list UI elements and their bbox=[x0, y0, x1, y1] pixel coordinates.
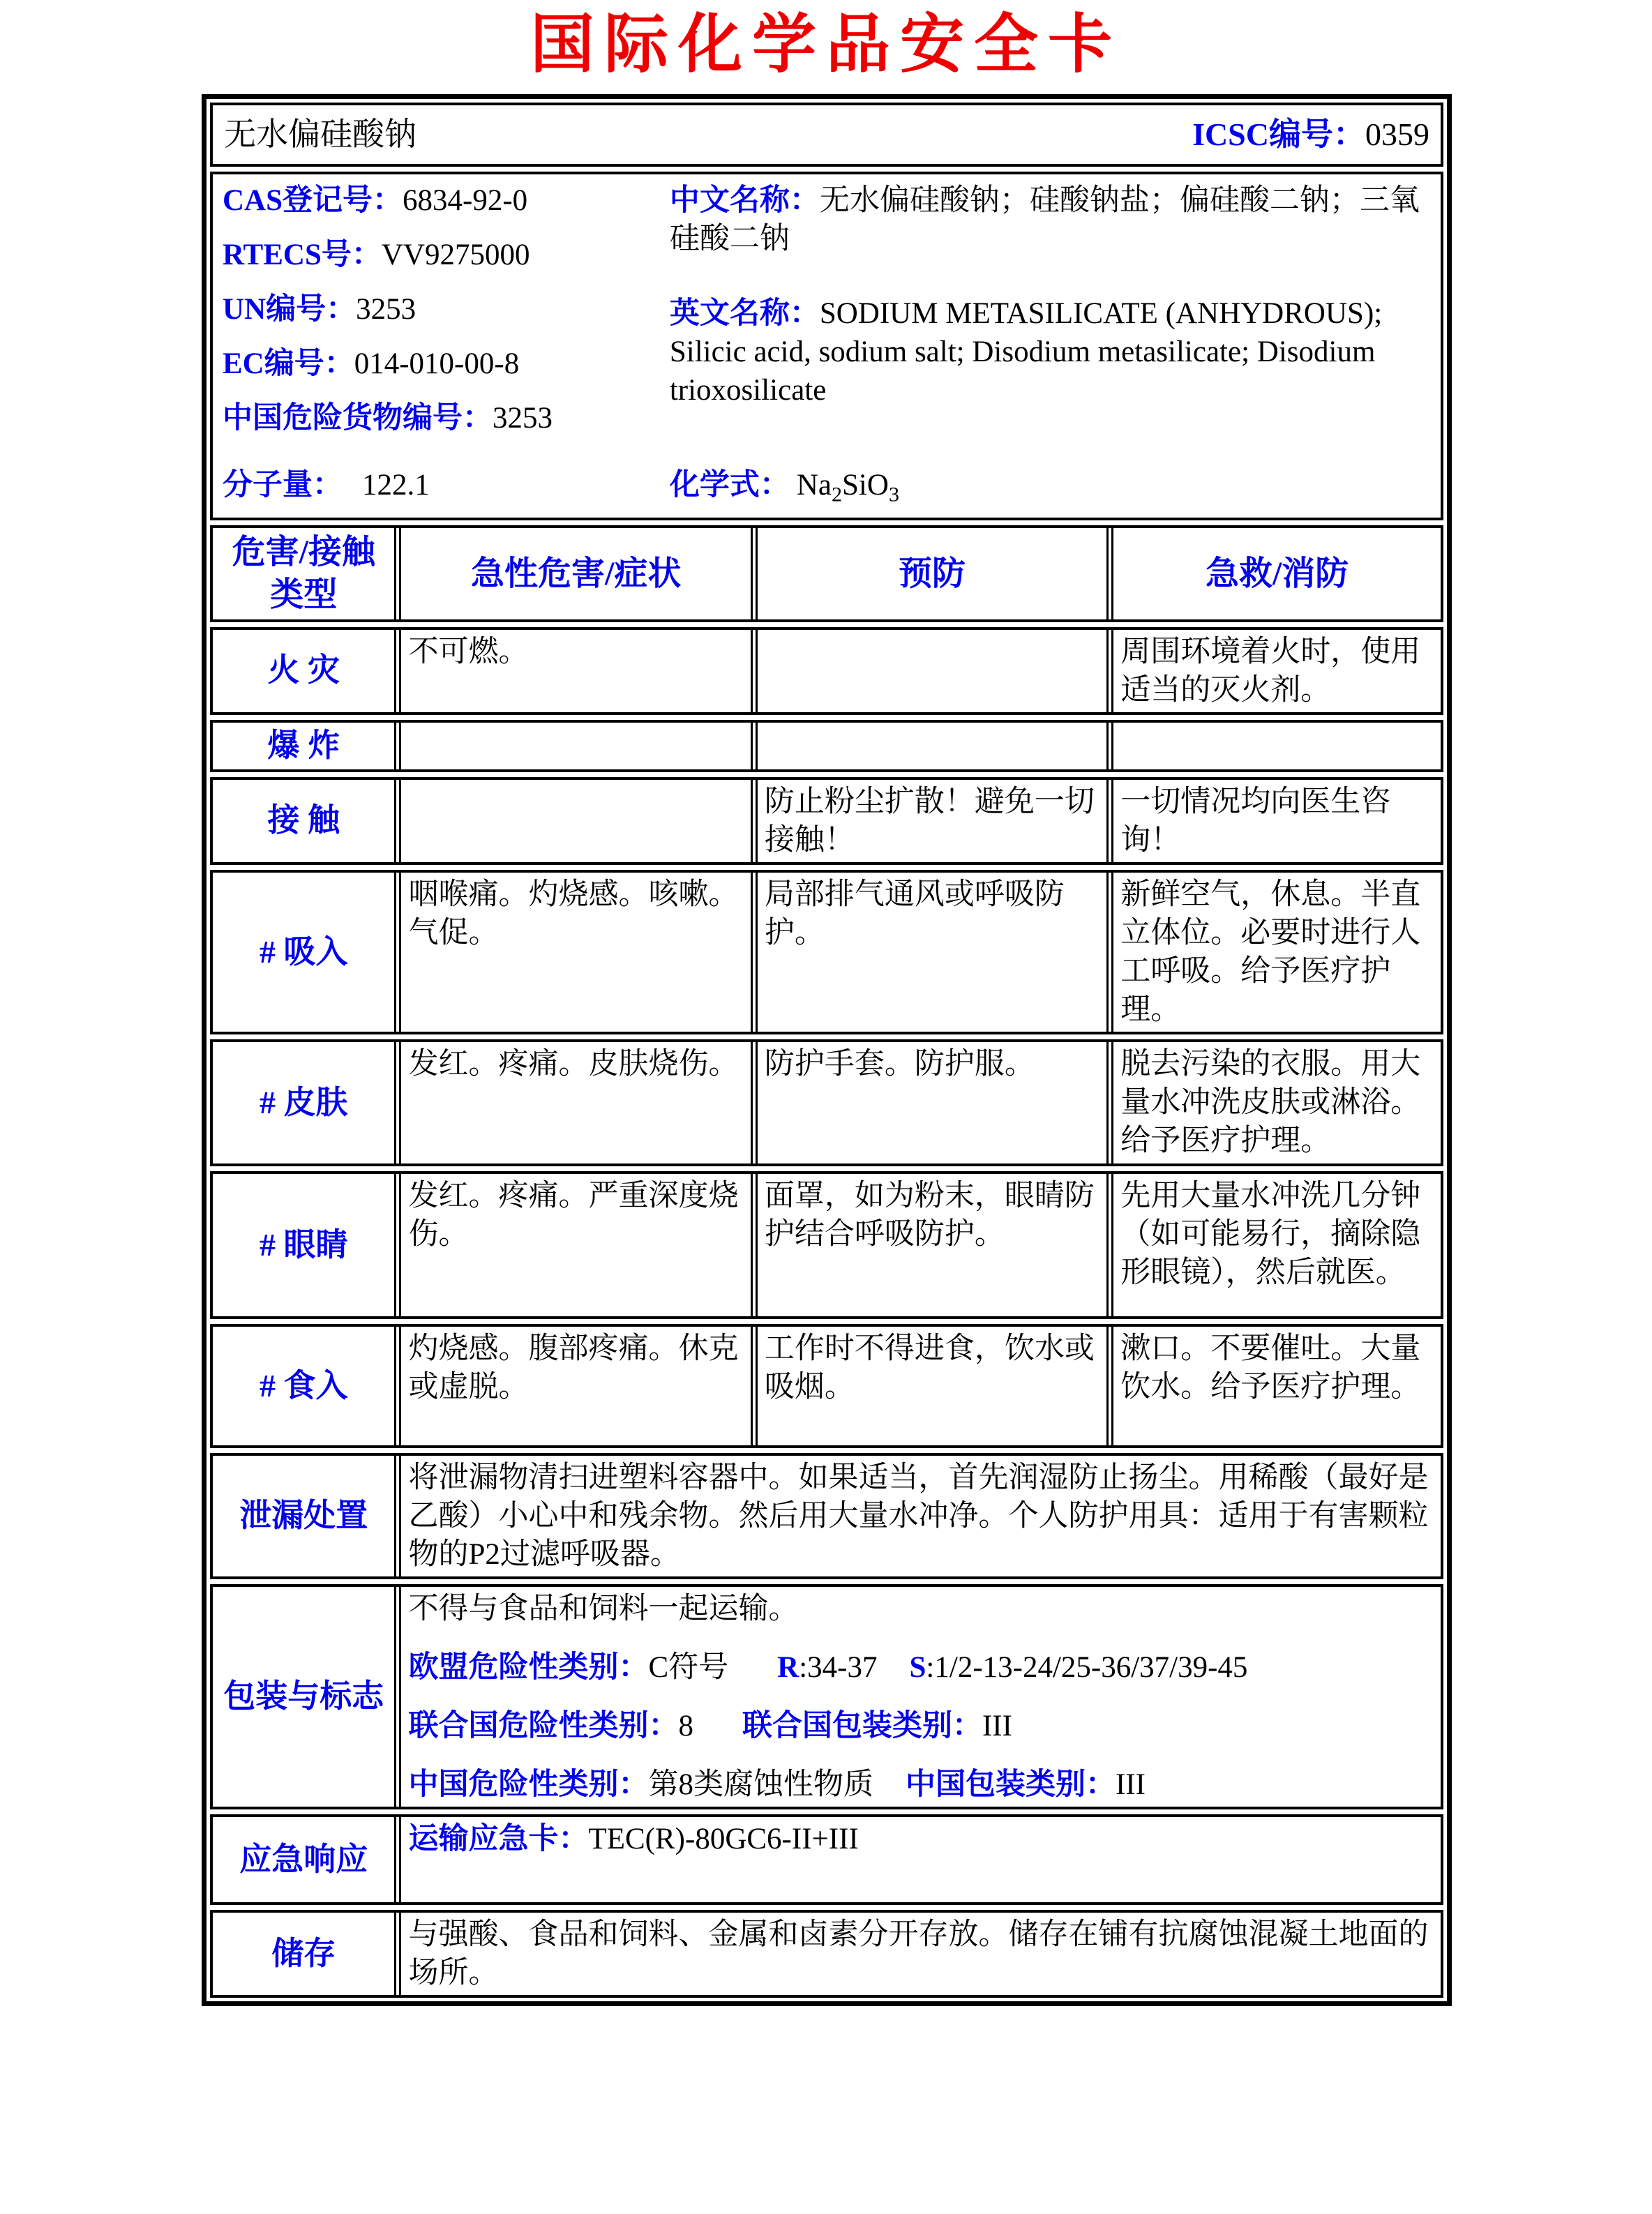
row-skin-label: # 皮肤 bbox=[259, 1084, 348, 1120]
rtecs-label: RTECS号： bbox=[223, 239, 382, 272]
header-hazard-type-text: 危害/接触 类型 bbox=[232, 534, 375, 614]
icsc-number-label: ICSC编号： bbox=[1192, 116, 1365, 152]
ec-value: 014-010-00-8 bbox=[354, 347, 520, 381]
row-explosion-label: 爆 炸 bbox=[267, 727, 340, 763]
row-skin-prevention: 防护手套。防护服。 bbox=[751, 1042, 1106, 1164]
header-symptoms: 急性危害/症状 bbox=[394, 528, 750, 619]
row-ingestion-label: # 食入 bbox=[259, 1367, 348, 1403]
chinese-name-block bbox=[670, 181, 1431, 258]
row-skin bbox=[210, 1039, 1443, 1166]
row-exposure bbox=[210, 777, 1443, 865]
english-name-block bbox=[670, 294, 1431, 409]
row-eyes-symptoms: 发红。疼痛。严重深度烧伤。 bbox=[394, 1174, 750, 1316]
row-ingestion-prevention: 工作时不得进食，饮水或吸烟。 bbox=[751, 1327, 1106, 1445]
packaging-transport-note: 不得与食品和饲料一起运输。 bbox=[408, 1592, 799, 1626]
header-firstaid: 急救/消防 bbox=[1106, 528, 1441, 619]
row-explosion-firstaid bbox=[1106, 723, 1441, 769]
row-exposure-firstaid: 一切情况均向医生咨询！ bbox=[1106, 780, 1441, 862]
molecular-weight-label: 分子量： bbox=[223, 468, 343, 502]
un-number bbox=[223, 290, 670, 329]
row-ingestion-firstaid: 漱口。不要催吐。大量饮水。给予医疗护理。 bbox=[1106, 1327, 1441, 1445]
row-inhalation-symptoms: 咽喉痛。灼烧感。咳嗽。气促。 bbox=[394, 873, 750, 1032]
row-emergency-content bbox=[394, 1817, 1441, 1902]
row-spillage-label: 泄漏处置 bbox=[239, 1498, 368, 1534]
un-value: 3253 bbox=[356, 293, 416, 326]
molecular-row bbox=[223, 466, 1431, 508]
row-skin-symptoms: 发红。疼痛。皮肤烧伤。 bbox=[394, 1042, 750, 1164]
row-ingestion-symptoms: 灼烧感。腹部疼痛。休克或虚脱。 bbox=[394, 1327, 750, 1445]
rtecs-number bbox=[223, 236, 670, 274]
row-skin-firstaid: 脱去污染的衣服。用大量水冲洗皮肤或淋浴。给予医疗护理。 bbox=[1106, 1042, 1441, 1164]
row-eyes-prevention: 面罩，如为粉末，眼睛防护结合呼吸防护。 bbox=[751, 1174, 1106, 1316]
formula-part: SiO bbox=[842, 468, 889, 502]
china-dg-label: 中国危险货物编号： bbox=[223, 402, 493, 435]
chemical-formula-value bbox=[796, 468, 899, 506]
row-fire-label: 火 灾 bbox=[267, 652, 340, 688]
hazard-table-header bbox=[210, 525, 1443, 622]
cn-pack-label: 中国包装类别： bbox=[905, 1768, 1116, 1802]
cas-number bbox=[223, 181, 670, 220]
row-explosion bbox=[210, 720, 1443, 772]
row-emergency-label: 应急响应 bbox=[239, 1841, 368, 1877]
china-dg-number bbox=[223, 399, 670, 437]
row-fire bbox=[210, 627, 1443, 715]
row-eyes-label: # 眼睛 bbox=[259, 1226, 348, 1263]
un-label: UN编号： bbox=[223, 293, 356, 326]
row-packaging-content bbox=[394, 1587, 1441, 1807]
registry-numbers bbox=[223, 181, 670, 466]
china-dg-value: 3253 bbox=[493, 402, 553, 435]
row-explosion-symptoms bbox=[394, 723, 750, 769]
un-pack-value: III bbox=[982, 1710, 1012, 1743]
packaging-un-class bbox=[408, 1707, 1434, 1745]
cn-pack-value: III bbox=[1115, 1768, 1146, 1802]
row-storage bbox=[210, 1910, 1443, 1998]
eu-class-value: C符号 bbox=[648, 1651, 729, 1685]
row-packaging-label: 包装与标志 bbox=[223, 1678, 384, 1715]
name-header-section bbox=[210, 103, 1443, 167]
icsc-number bbox=[1192, 114, 1429, 156]
icsc-number-value: 0359 bbox=[1365, 116, 1429, 152]
cas-label: CAS登记号： bbox=[223, 184, 403, 217]
cas-value: 6834-92-0 bbox=[403, 184, 528, 217]
identification-grid bbox=[223, 181, 1431, 466]
transport-card-value: TEC(R)-80GC6-II+III bbox=[588, 1823, 859, 1856]
formula-part: Na bbox=[796, 468, 832, 502]
row-fire-firstaid: 周围环境着火时，使用适当的灭火剂。 bbox=[1106, 630, 1441, 712]
packaging-cn-class bbox=[408, 1765, 1434, 1804]
page-title: 国际化学品安全卡 bbox=[530, 9, 1122, 80]
un-class-label: 联合国危险性类别： bbox=[408, 1710, 679, 1743]
header-hazard-type bbox=[213, 528, 394, 619]
molecular-weight bbox=[223, 466, 670, 508]
ec-number bbox=[223, 345, 670, 383]
row-inhalation-label: # 吸入 bbox=[259, 933, 348, 970]
row-storage-label: 储存 bbox=[271, 1935, 336, 1971]
r-phrase-value: :34-37 bbox=[799, 1651, 878, 1685]
chemical-formula bbox=[670, 466, 1431, 508]
row-emergency bbox=[210, 1814, 1443, 1905]
packaging-eu-class bbox=[408, 1648, 1434, 1687]
row-storage-text: 与强酸、食品和饲料、金属和卤素分开存放。储存在铺有抗腐蚀混凝土地面的场所。 bbox=[394, 1913, 1441, 1995]
cn-class-label: 中国危险性类别： bbox=[408, 1768, 649, 1802]
rtecs-value: VV9275000 bbox=[381, 239, 530, 272]
row-eyes-firstaid: 先用大量水冲洗几分钟（如可能易行，摘除隐形眼镜），然后就医。 bbox=[1106, 1174, 1441, 1316]
row-spillage-text: 将泄漏物清扫进塑料容器中。如果适当，首先润湿防止扬尘。用稀酸（最好是乙酸）小心中和残余物。然后用大量水冲净。个人防护用具：适用于有害颗粒物的P2过滤呼吸器。 bbox=[394, 1456, 1441, 1576]
row-exposure-label: 接 触 bbox=[267, 802, 340, 838]
english-name-value: SODIUM METASILICATE (ANHYDROUS); Silicic acid, sodium salt; Disodium metasilicate; Disodium trioxosilicate bbox=[669, 297, 1383, 407]
eu-class-label: 欧盟危险性类别： bbox=[408, 1651, 649, 1685]
s-phrase-value: :1/2-13-24/25-36/37/39-45 bbox=[926, 1651, 1248, 1685]
english-name-label: 英文名称： bbox=[669, 297, 820, 331]
transport-card-label: 运输应急卡： bbox=[408, 1823, 589, 1856]
chemical-name: 无水偏硅酸钠 bbox=[224, 116, 416, 152]
row-explosion-prevention bbox=[751, 723, 1106, 769]
identification-section bbox=[210, 172, 1443, 520]
r-phrase-label: R bbox=[777, 1651, 799, 1685]
formula-subscript: 3 bbox=[888, 482, 899, 506]
row-packaging bbox=[210, 1584, 1443, 1809]
chemical-formula-label: 化学式： bbox=[669, 468, 790, 502]
chinese-name-label: 中文名称： bbox=[669, 184, 820, 217]
ec-label: EC编号： bbox=[223, 347, 354, 381]
row-exposure-symptoms bbox=[394, 780, 750, 862]
header-prevention: 预防 bbox=[751, 528, 1106, 619]
row-eyes bbox=[210, 1171, 1443, 1319]
row-fire-prevention bbox=[751, 630, 1106, 712]
row-ingestion bbox=[210, 1324, 1443, 1448]
molecular-weight-value: 122.1 bbox=[362, 468, 430, 502]
cn-class-value: 第8类腐蚀性物质 bbox=[648, 1768, 873, 1802]
s-phrase-label: S bbox=[909, 1651, 926, 1685]
chemical-names bbox=[670, 181, 1431, 466]
chinese-name-value: 无水偏硅酸钠；硅酸钠盐；偏硅酸二钠；三氧硅酸二钠 bbox=[669, 184, 1420, 256]
safety-card bbox=[202, 94, 1452, 2006]
row-spillage bbox=[210, 1453, 1443, 1579]
row-fire-symptoms: 不可燃。 bbox=[394, 630, 750, 712]
formula-subscript: 2 bbox=[831, 482, 843, 506]
row-inhalation-prevention: 局部排气通风或呼吸防护。 bbox=[751, 873, 1106, 1032]
un-class-value: 8 bbox=[678, 1710, 693, 1743]
row-inhalation bbox=[210, 870, 1443, 1034]
row-inhalation-firstaid: 新鲜空气，休息。半直立体位。必要时进行人工呼吸。给予医疗护理。 bbox=[1106, 873, 1441, 1032]
row-exposure-prevention: 防止粉尘扩散！避免一切接触！ bbox=[751, 780, 1106, 862]
un-pack-label: 联合国包装类别： bbox=[742, 1710, 982, 1743]
